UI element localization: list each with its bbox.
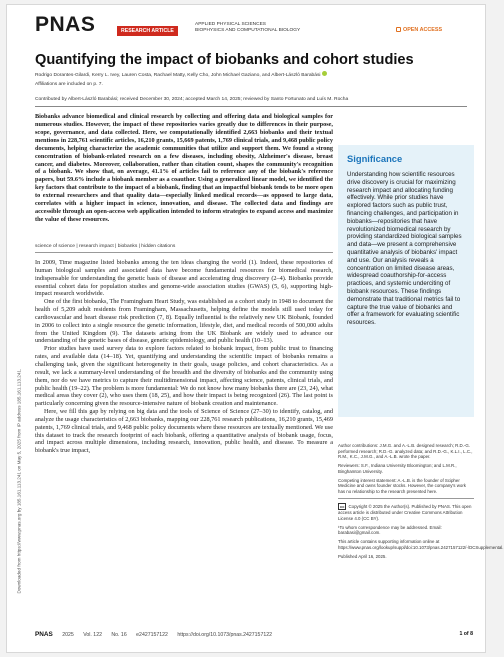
contributed-line: Contributed by Albert-László Barabási; received December 30, 2024; accepted March 14, 2025; reviewed by Santo Fortunato and Luís M. Rocha (35, 97, 349, 102)
competing-interest: Competing interest statement: A.-L.B. is the founder of Scipher Medicine and owns founder stocks. However, the company's work has no relationship to the research presented here. (338, 477, 466, 494)
authors-text: Rodrigo Dorantes-Gilardi, Kerry L. Ivey, Lauren Costa, Rachael Matty, Kelly Cho, John Michael Gaziano, and Albert-László Barabási (35, 73, 321, 78)
abstract: Biobanks advance biomedical and clinical research by collecting and offering data and biological samples for numerous studies. However, the impact of these repositories varies greatly due to differences in their purpose, scope, governance, and data collected. Here, we computationally identified 2,663 biobanks and their textual mentions in 228,761 scientific articles, 16,210 grants, 15,669 patents, 1,769 clinical trials, and 9,468 public policy documents, helping characterize the academic communities that utilize and support them. We found a strong concentration of biobank-related research on a few diseases, including obesity, Alzheimer's disease, breast cancer, and diabetes. Moreover, collaboration, rather than citation count, shapes the community's recognition of a biobank. We show that, on average, 41.1% of articles fail to reference any of the biobank's reference papers, but 59.6% include a biobank member as a coauthor. Using a generalized linear model, we identified the key factors that contribute to the impact of a biobank, finding that an impactful biobank tends to be more open to external researchers and that quality data—especially linked medical records—as opposed to large data, correlates with a higher impact in science, innovation, and disease. The collected data and findings are accessible through an open-access web application intended to inform strategies to expand access and maximize the value of these resources. (35, 113, 333, 223)
footer-journal: PNAS (35, 631, 53, 638)
keywords: science of science | research impact | biobanks | hidden citations (35, 244, 176, 249)
page-footer (35, 631, 473, 638)
body-paragraph: Here, we fill this gap by relying on big data and the tools of Science of Science (27–30) to identify, catalog, and analyze the usage characteristics of 2,663 biobanks, mapping our 228,761 research publications, 16,210 grants, 15,469 patents, 1,769 clinical trials, and 9,468 public policy documents where these resources are textually mentioned. We use this dataset to track the research footprint of each biobank, offering a quantitative analysis of biobank usage, focus, and impact across multiple dimensions, including research, innovation, public health, and disease. To measure a biobank's true impact, (35, 408, 333, 455)
author-contributions: Author contributions: J.M.G. and A.-L.B. designed research; R.D.-G. performed research; R.D.-G. analyzed data; and R.D.-G., K.L.I., L.C., R.M., K.C., J.M.G., and A.-L.B. wrote the paper. (338, 443, 473, 459)
significance-heading: Significance (347, 153, 403, 164)
footer-year: 2025 (62, 632, 74, 638)
subject-line-2: BIOPHYSICS AND COMPUTATIONAL BIOLOGY (195, 28, 301, 33)
body-text (35, 259, 333, 455)
footer-doi-link[interactable]: https://doi.org/10.1073/pnas.2427157122 (177, 632, 272, 638)
affiliations-note: Affiliations are included on p. 7. (35, 82, 103, 87)
article-type-badge: RESEARCH ARTICLE (117, 26, 178, 36)
page-number-text: 1 of 8 (459, 631, 473, 637)
author-list (35, 71, 469, 80)
subject-line-1: APPLIED PHYSICAL SCIENCES (195, 22, 266, 27)
reviewers-note: Reviewers: S.F., Indiana University Bloomington; and L.M.R., Binghamton University. (338, 463, 457, 474)
open-lock-icon (396, 27, 401, 32)
orcid-icon[interactable] (322, 71, 327, 76)
header-divider (35, 106, 467, 107)
footer-issue: No. 16 (111, 632, 127, 638)
keywords-divider (35, 252, 333, 253)
article-title: Quantifying the impact of biobanks and cohort studies (35, 52, 414, 68)
sidebar-divider (338, 498, 474, 499)
supporting-info-note: This article contains supporting information online at https://www.pnas.org/lookup/suppl/doi:10.1073/pnas.2427157122/-/DCSupplemental. (338, 539, 504, 550)
sidebar-notes (338, 443, 504, 563)
cc-license-icon[interactable]: cc (340, 503, 345, 509)
copyright-note (338, 503, 474, 522)
copyright-text: Copyright © 2025 the Author(s). Published by PNAS. This open access article is distributed under Creative Commons Attribution License 4.0 (CC BY). (338, 503, 472, 521)
download-watermark (15, 275, 23, 595)
page-header (7, 5, 485, 45)
subject-areas (195, 22, 300, 34)
correspondence-note: ¹To whom correspondence may be addressed. Email: barabasi@gmail.com. (338, 524, 442, 536)
footer-article-id: e2427157122 (136, 632, 168, 638)
open-access-text: OPEN ACCESS (403, 27, 443, 33)
published-date: Published April 16, 2025. (338, 554, 387, 560)
body-paragraph: One of the first biobanks, The Framingham Heart Study, was established as a cohort study in 1948 to document the health of 5,209 adult residents from Framingham, Massachusetts, helping define the models still used today for cardiovascular and heart disease risk prediction (7, 8). Equally influential is the relatively new UK Biobank, founded in 2006 to collect into a single resource the genetic information, lifestyle, diet, and medical records of 500,000 adults from the United Kingdom (9). The datasets arising from the UK Biobank are widely used to advance our understanding of the genetic bases of disease, genetic epidemiology, and public health (10–13). (35, 298, 333, 345)
footer-page-number (459, 631, 473, 637)
open-access-label (396, 27, 442, 33)
significance-text: Understanding how scientific resources drive discovery is crucial for maximizing research impact and allocating funding effectively. While prior studies have explored factors such as public trust, financing challenges, and participation in biobanks—repositories that have revolutionized biomedical research by providing standardized biological samples and data—we present a comprehensive quantitative analysis of biobanks' impact and use. Our analysis reveals a concentration on limited disease areas, widespread coauthorship-for-access practices, and systemic underciting of biobank resources. These findings demonstrate that traditional metrics fail to capture the true value of biobanks and offer a framework for evaluating scientific resources. (347, 171, 462, 327)
footer-volume: Vol. 122 (83, 632, 102, 638)
body-paragraph: Prior studies have used survey data to explore factors related to biobank impact, from public trust to financing rates, and available data (14–18). Yet, quantifying and understanding the scientific impact of biobanks remains a challenging task, given the significant heterogeneity in their goals, usage policies, and cohort characteristics. As a result, we lack a summary-level understanding of the breadth and the diversity of biobanks and the community using them, nor do we have metrics to capture their multidimensional impact, affecting science, patents, clinical trials, and public health (19–22). The problem is more fundamental: We do not know how many biobanks there are (23, 24), what medical areas they cover (2), who uses them (18, 25), and how their impact is being recognized (26). The last point is particularly concerning given the resource-intensive nature of biobank creation and maintenance. (35, 345, 333, 408)
significance-box (338, 145, 474, 417)
body-paragraph: In 2009, Time magazine listed biobanks among the ten ideas changing the world (1). Indeed, these repositories of human biological samples and associated data have become fundamental resources for biomedical research, indispensable for understanding the genetic basis of disease and accelerating drug discovery (2–4). Biobanks provide essential cohort data for population studies and genome-wide association studies (GWAS) (5, 6), supporting high-impact research worldwide. (35, 259, 333, 298)
journal-logo[interactable]: PNAS (35, 13, 96, 36)
article-page (6, 4, 504, 653)
download-watermark-text: Downloaded from https://www.pnas.org by 185.161.113.241 on May 5, 2025 from IP address 185.161.113.241. (16, 368, 22, 594)
